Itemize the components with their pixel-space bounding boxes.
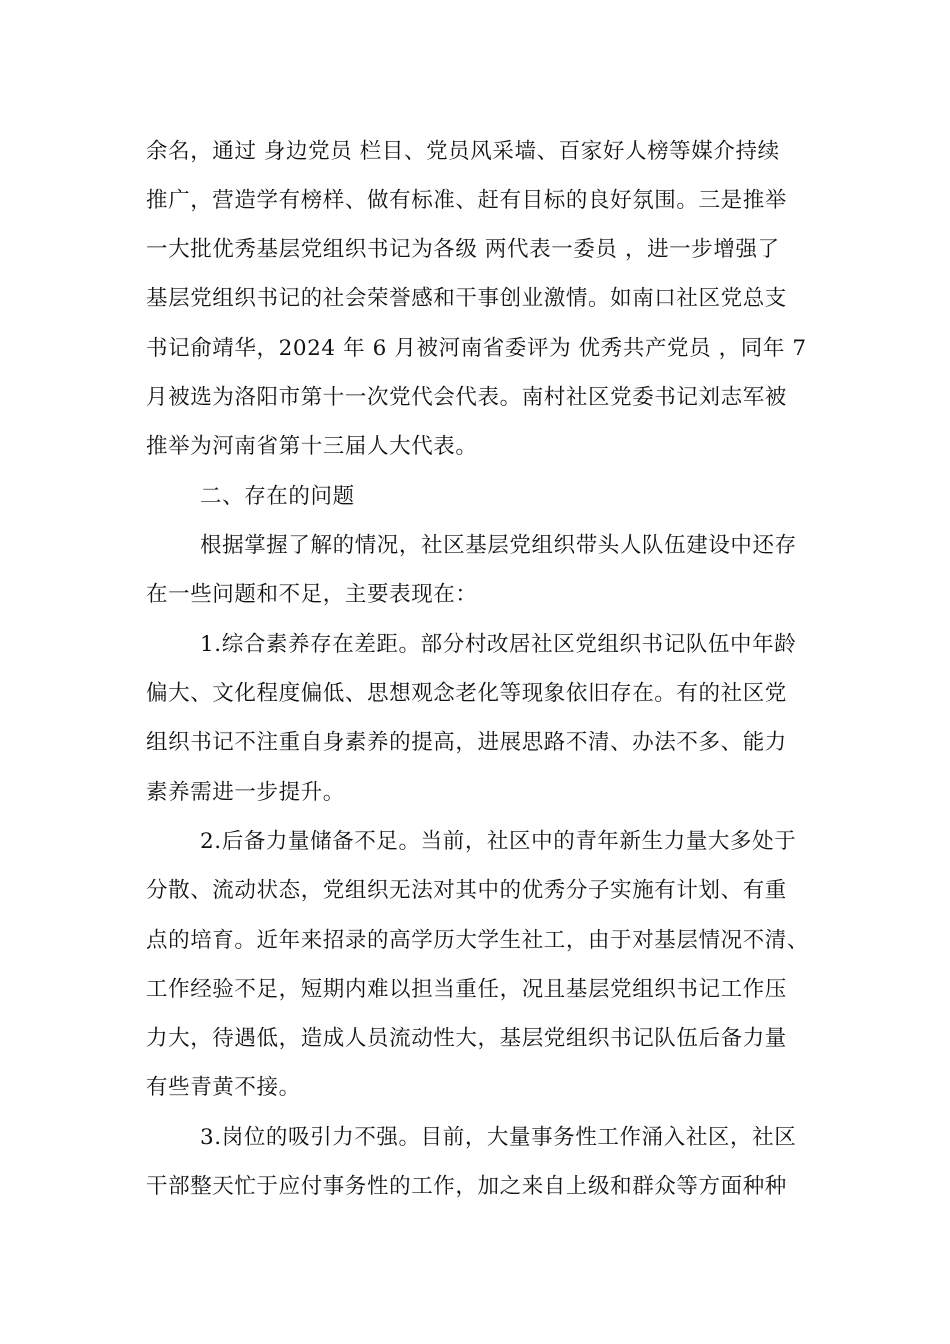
text-line: 组织书记不注重自身素养的提高，进展思路不清、办法不多、能力 xyxy=(146,730,787,755)
text-line: 力大，待遇低，造成人员流动性大，基层党组织书记队伍后备力量 xyxy=(146,1026,787,1051)
text-line: 月被选为洛阳市第十一次党代会代表。南村社区党委书记刘志军被 xyxy=(146,385,787,410)
text-line: 余名，通过 身边党员 栏目、党员风采墙、百家好人榜等媒介持续 xyxy=(146,139,780,164)
text-line: 点的培育。近年来招录的高学历大学生社工，由于对基层情况不清、 xyxy=(146,928,810,953)
text-line: 1.综合素养存在差距。部分村改居社区党组织书记队伍中年龄 xyxy=(200,632,797,657)
text-line: 干部整天忙于应付事务性的工作，加之来自上级和群众等方面种种 xyxy=(146,1174,787,1199)
text-line: 在一些问题和不足，主要表现在： xyxy=(146,582,478,607)
section-heading: 二、存在的问题 xyxy=(200,484,355,509)
text-line: 推广，营造学有榜样、做有标准、赶有目标的良好氛围。三是推举 xyxy=(146,188,787,213)
text-line: 工作经验不足，短期内难以担当重任，况且基层党组织书记工作压 xyxy=(146,977,787,1002)
text-line: 书记俞靖华，2024 年 6 月被河南省委评为 优秀共产党员 ，同年 7 xyxy=(146,336,807,361)
text-line: 推举为河南省第十三届人大代表。 xyxy=(146,434,478,459)
text-line: 基层党组织书记的社会荣誉感和干事创业激情。如南口社区党总支 xyxy=(146,286,787,311)
text-line: 偏大、文化程度偏低、思想观念老化等现象依旧存在。有的社区党 xyxy=(146,681,787,706)
text-line: 一大批优秀基层党组织书记为各级 两代表一委员 ，进一步增强了 xyxy=(146,237,780,262)
text-line: 分散、流动状态，党组织无法对其中的优秀分子实施有计划、有重 xyxy=(146,878,787,903)
text-line: 3.岗位的吸引力不强。目前，大量事务性工作涌入社区，社区 xyxy=(200,1125,797,1150)
text-line: 素养需进一步提升。 xyxy=(146,780,345,805)
text-line: 有些青黄不接。 xyxy=(146,1075,301,1100)
text-line: 根据掌握了解的情况，社区基层党组织带头人队伍建设中还存 xyxy=(200,533,797,558)
text-line: 2.后备力量储备不足。当前，社区中的青年新生力量大多处于 xyxy=(200,829,797,854)
